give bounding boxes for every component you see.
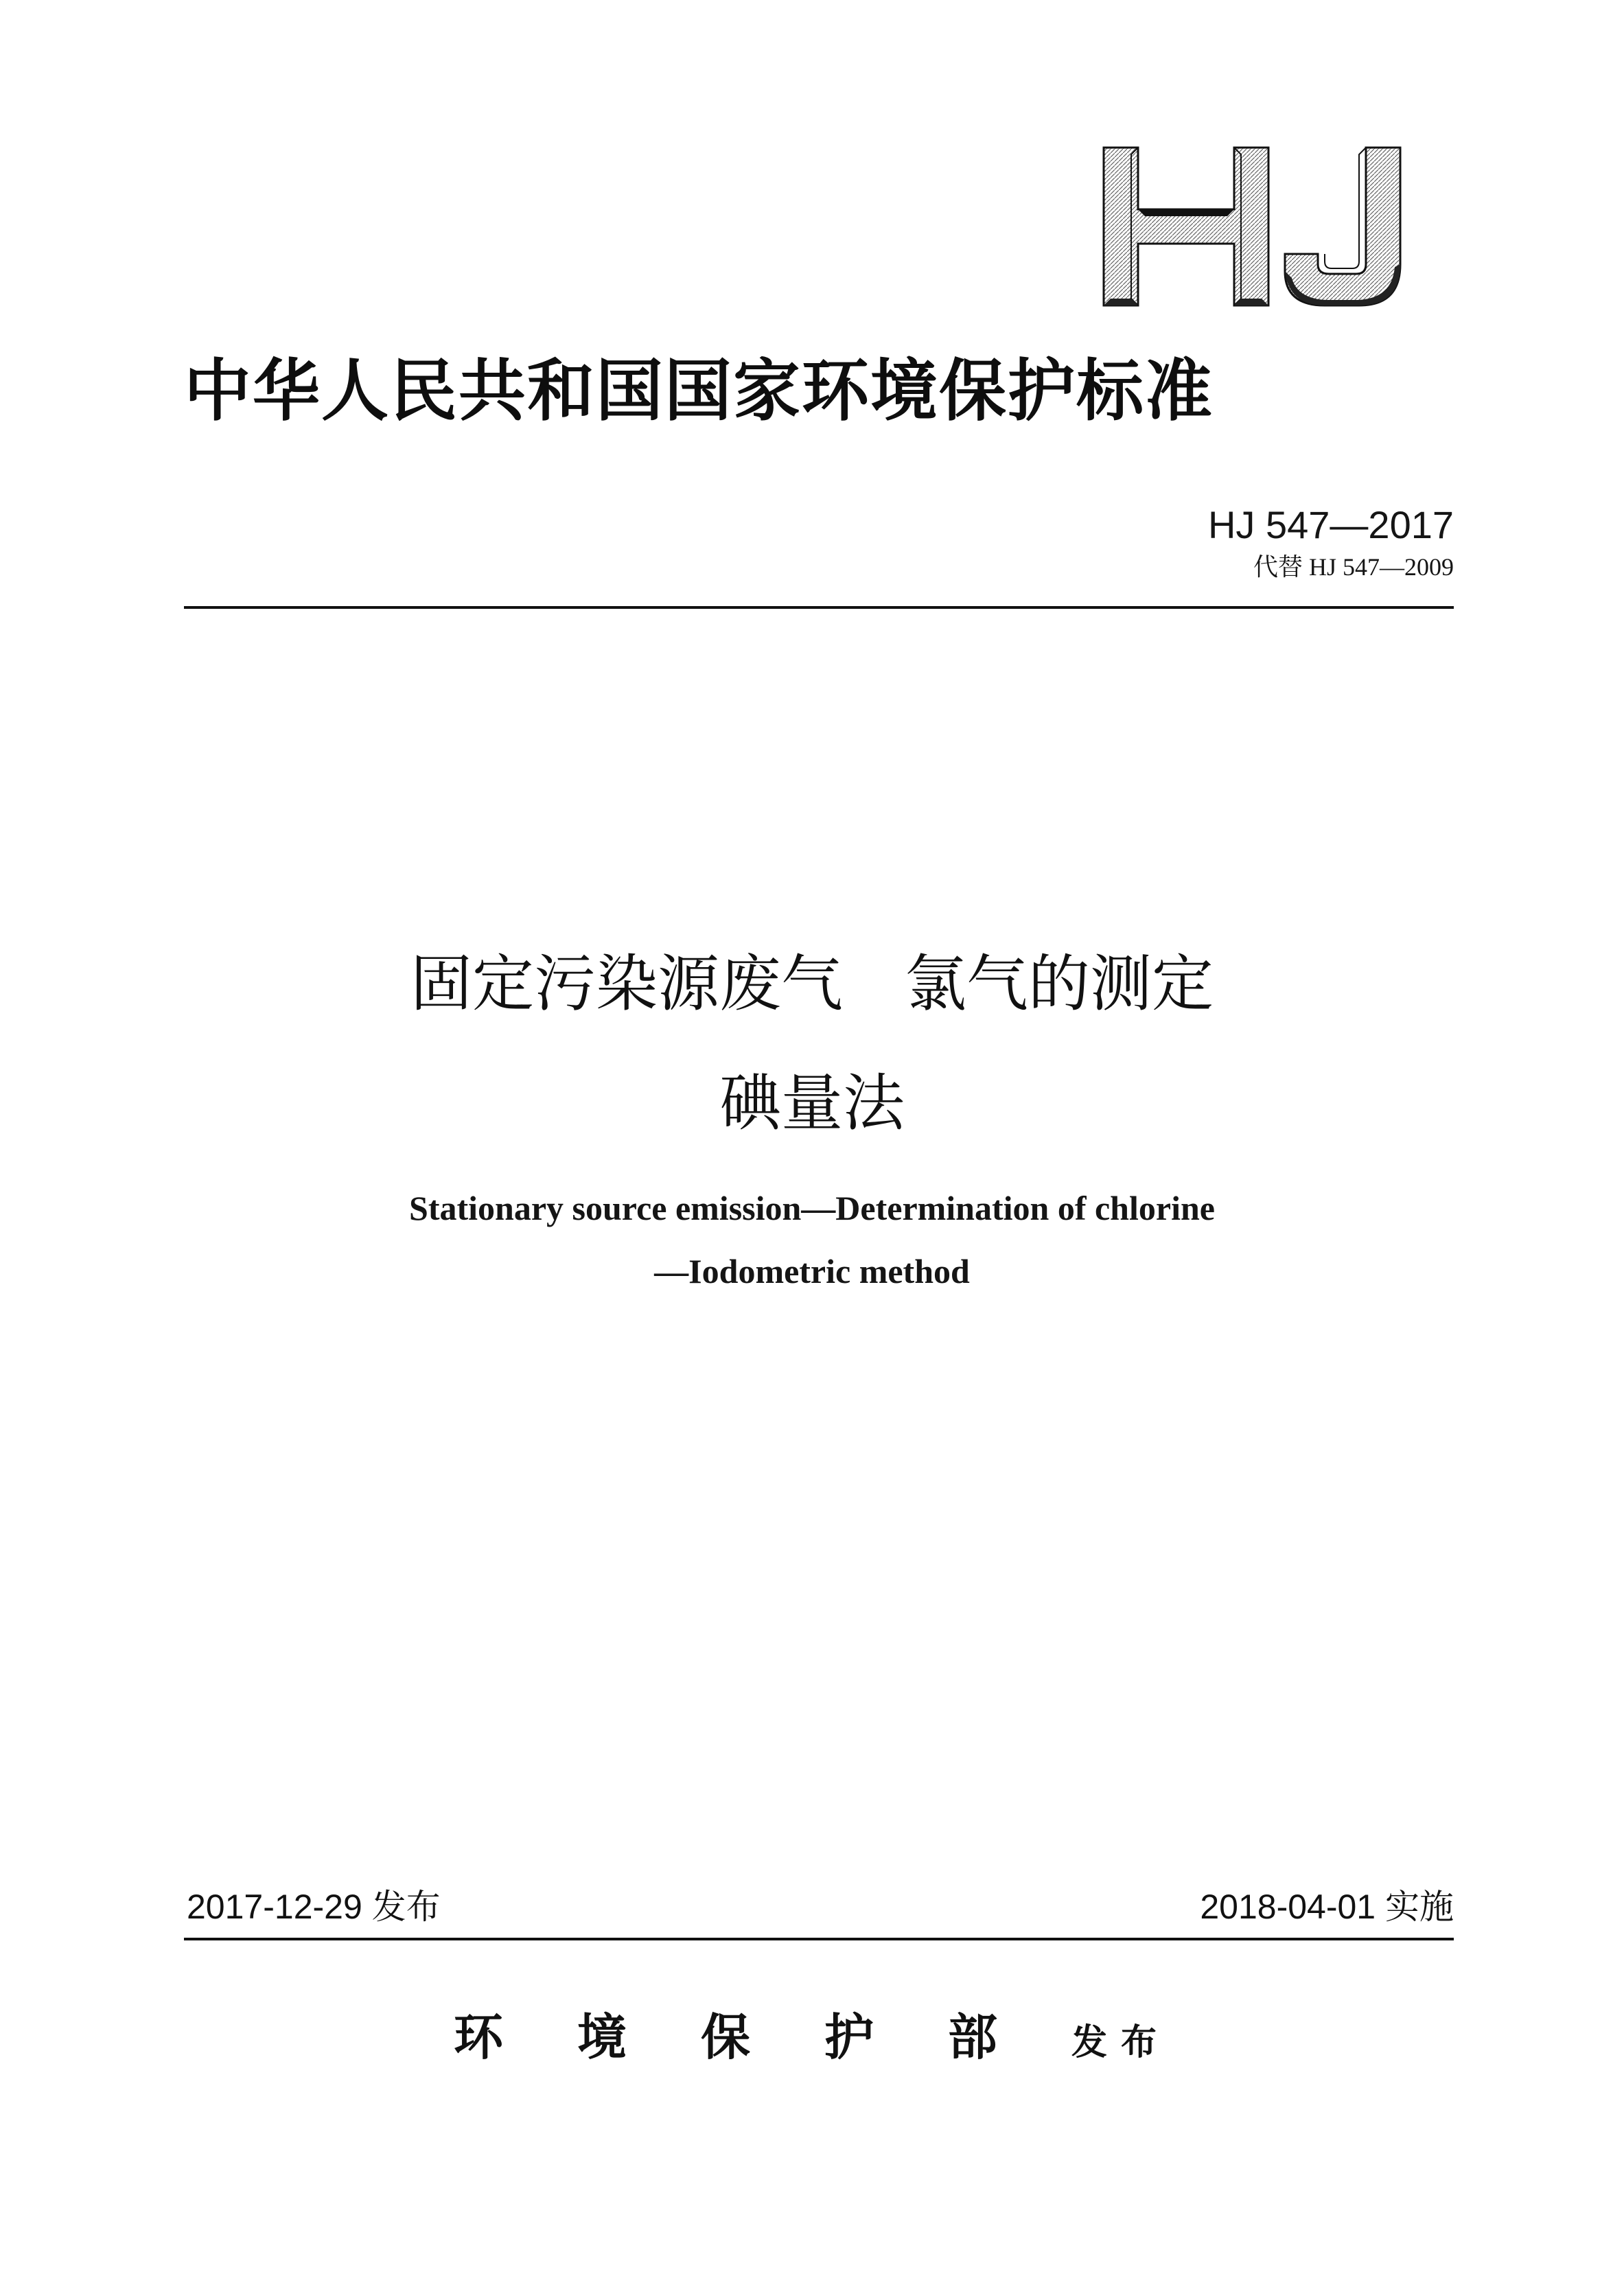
- series-title: 中华人民共和国国家环境保护标准: [184, 351, 1214, 430]
- hj-logo: [1098, 141, 1414, 312]
- header-divider: [184, 606, 1454, 609]
- standard-number: HJ 547—2017: [1207, 503, 1454, 546]
- replaces-standard: 代替 HJ 547—2009: [1253, 553, 1454, 581]
- english-title-line1: Stationary source emission—Determination of chlorine: [409, 1189, 1215, 1227]
- footer-divider: [184, 1938, 1454, 1940]
- issuer-name: 环境保护部: [453, 2008, 1071, 2066]
- chinese-title-line1: 固定污染源废气 氯气的测定: [410, 948, 1214, 1020]
- logo-letter-h: [1104, 148, 1268, 305]
- implementation-date: 2018-04-01 实施: [1200, 1888, 1454, 1926]
- logo-letter-j: [1285, 148, 1400, 305]
- issuer-line: [0, 2004, 1624, 2076]
- issuer-verb: 发布: [1071, 2021, 1171, 2063]
- chinese-title-line2: 碘量法: [719, 1067, 905, 1139]
- hj-logo-icon: [1098, 141, 1414, 312]
- standard-number-block: [1208, 501, 1454, 585]
- english-title-line2: —Iodometric method: [654, 1252, 970, 1290]
- issue-date: 2017-12-29 发布: [187, 1888, 441, 1926]
